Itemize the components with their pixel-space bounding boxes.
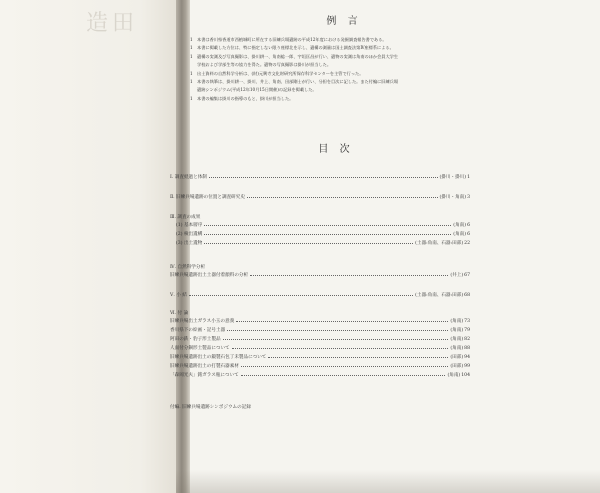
toc-entry: 旧練兵場遺跡出土の打製石器素材 (田部) 99 [170,364,470,369]
toc-section-heading: Ⅳ. 自然科学分析 [170,265,206,270]
toc-entry: Ⅰ. 調査経過と体制 (掛川・掛川) 1 [170,175,470,180]
preface-list [190,36,490,103]
preface-item: 1 本書の編集は掛川の指導のもと、掛川が担当した。 [190,95,294,101]
preface-item: 1 本書は香川県香道市西植城町に所在する旧練兵場遺跡の平成12年度における発掘調査報告書である。 [190,37,387,42]
toc-entry: Ⅴ. 小 結 (土器:角南、石器:田部) 68 [170,293,470,298]
preface-item: 1 本書に掲載した方位は、特に指定しない限り座標北を示し、遺構の測量は国土調査法第Ⅳ座標系による。 [190,45,394,51]
toc-section-heading: 付編. 旧練兵場遺跡シンポジウムの記録 [170,405,251,410]
toc-entry: 旧練兵場遺跡出土の鍛製石包丁未製品について (田部) 94 [170,355,470,360]
toc-section-heading: Ⅲ. 調査の成果 [170,215,201,220]
toc-section-heading: Ⅵ. 付 論 [170,311,189,316]
toc-entry: 阿田の鉄・豹子形土製品 (角南) 82 [170,337,470,342]
page-shadow [176,470,600,493]
toc-entry: 「森岡光夫」銘ガラス瓶について (角南) 104 [170,373,470,378]
toc-entry: 旧練兵場遺跡出土土器付着顔料の分析 (井上) 67 [170,273,470,278]
preface-item: 学校および学部生等の協力を得た。遺物の写真撮影は掛川が担当した。 [197,62,332,68]
toc-title: 目 次 [318,144,354,155]
toc-entry: 香川県下の絵画・記号土器 (角南) 79 [170,328,470,333]
preface-item: 遺跡シンポジウム(平成12年10月15日開催)の記録を掲載した。 [197,87,317,93]
toc-entry: (3) 出土遺物 (土器:角南、石器:田部) 22 [176,241,470,246]
book-gutter [176,0,190,493]
preface-item: 1 本書の執筆は、掛川耕一、掛川、井上、角南、田部剛士が行い、分担を目次に記した。また付編に旧練兵場 [190,79,399,85]
toc-entry: Ⅱ. 旧練兵場遺跡の位置と調査研究史 (掛川・角南) 3 [170,195,470,200]
preface-item: 1 遺構の実測及び写真撮影は、掛川耕一、角南総一郎、宇垣匡昌が行い、遺物の実測は角南のほか会員大学生 [190,53,399,59]
bleed-through-text: 造田 [86,11,139,36]
preface-title: 例 言 [326,16,362,27]
toc-entry: 人面付分銅形土製品について (角南) 88 [170,346,470,351]
left-page [0,0,176,493]
toc-entry: (2) 検出遺構 (角南) 6 [176,232,470,237]
toc-entry: (1) 基本層序 (角南) 6 [176,223,470,228]
toc-entry: 旧練兵場出土ガラス小玉の意義 (角南) 73 [170,319,470,324]
preface-item: 1 出土資料の自然科学分析は、(財)元興寺文化財研究所保存科学センターを主管で行った。 [190,70,364,76]
